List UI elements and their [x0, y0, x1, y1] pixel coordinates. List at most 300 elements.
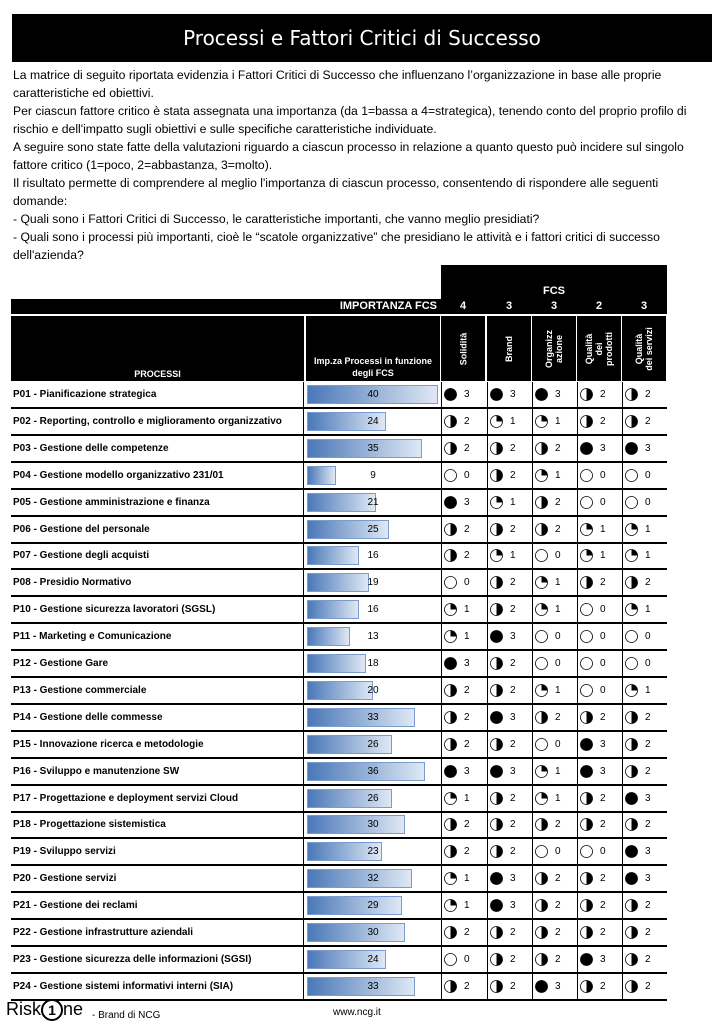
process-name: P03 - Gestione delle competenze: [11, 436, 304, 461]
harvey-ball-icon: [580, 845, 593, 858]
fcs-score-cell: [622, 893, 667, 918]
fcs-score-cell: [622, 597, 667, 622]
harvey-ball-icon: [444, 980, 457, 993]
harvey-ball-icon: [490, 523, 503, 536]
score-value: 2: [510, 604, 516, 616]
table-row: [11, 866, 667, 893]
score-value: 0: [645, 658, 651, 669]
score-value: 0: [600, 658, 606, 669]
harvey-ball-icon: [535, 415, 548, 428]
importance-value: 26: [367, 792, 379, 804]
fcs-score-cell: [622, 436, 667, 461]
harvey-ball-icon: [580, 415, 593, 428]
fcs-score-cell: [441, 651, 486, 676]
score-value: 0: [600, 846, 606, 858]
score-value: 0: [645, 469, 651, 481]
harvey-ball-icon: [444, 469, 457, 482]
imp-header: [306, 316, 440, 381]
fcs-score-cell: [622, 839, 667, 864]
fcs-score-cell: [577, 543, 622, 568]
fcs-score-cell: [487, 651, 532, 676]
fcs-score-cell: [487, 624, 532, 649]
score-value: 2: [555, 900, 561, 912]
harvey-ball-icon: [625, 469, 638, 482]
page-title: Processi e Fattori Critici di Successo: [183, 26, 541, 50]
fcs-score-cell: [532, 409, 577, 434]
factor-name: Solidità: [457, 332, 468, 365]
importance-value: 33: [367, 980, 379, 992]
harvey-ball-icon: [625, 738, 638, 751]
harvey-ball-icon: [535, 818, 548, 831]
harvey-ball-icon: [535, 953, 548, 966]
score-value: 1: [645, 550, 651, 562]
process-name: P18 - Progettazione sistemistica: [11, 812, 304, 837]
fcs-score-cell: [441, 382, 486, 407]
fcs-score-cell: [487, 759, 532, 784]
harvey-ball-icon: [580, 872, 593, 885]
table-row: [11, 705, 667, 732]
harvey-ball-icon: [535, 738, 548, 751]
fcs-score-cell: [622, 786, 667, 811]
harvey-ball-icon: [490, 818, 503, 831]
harvey-ball-icon: [625, 415, 638, 428]
score-value: 2: [600, 711, 606, 723]
harvey-ball-icon: [580, 657, 593, 670]
score-value: 3: [510, 900, 516, 912]
fcs-score-cell: [487, 786, 532, 811]
fcs-score-cell: [487, 893, 532, 918]
score-value: 2: [510, 442, 516, 454]
score-value: 2: [510, 577, 516, 589]
harvey-ball-icon: [535, 872, 548, 885]
importance-value: 36: [367, 765, 379, 777]
harvey-ball-icon: [444, 684, 457, 697]
harvey-ball-icon: [580, 576, 593, 589]
harvey-ball-icon: [444, 657, 457, 670]
harvey-ball-icon: [580, 765, 593, 778]
harvey-ball-icon: [535, 711, 548, 724]
score-value: 1: [645, 604, 651, 616]
harvey-ball-icon: [625, 818, 638, 831]
factor-header: [622, 316, 666, 381]
importance-value: 13: [367, 631, 379, 643]
fcs-score-cell: [487, 839, 532, 864]
fcs-score-cell: [532, 678, 577, 703]
score-value: 3: [645, 792, 651, 804]
fcs-score-cell: [622, 463, 667, 488]
harvey-ball-icon: [580, 899, 593, 912]
table-row: [11, 974, 667, 1001]
importance-value: 33: [367, 711, 379, 723]
fcs-score-cell: [577, 866, 622, 891]
harvey-ball-icon: [580, 953, 593, 966]
fcs-score-cell: [532, 490, 577, 515]
score-value: 2: [510, 953, 516, 965]
process-name: P13 - Gestione commerciale: [11, 678, 304, 703]
footer-url[interactable]: www.ncg.it: [333, 1007, 381, 1018]
fcs-label: FCS: [543, 285, 565, 297]
harvey-ball-icon: [580, 442, 593, 455]
fcs-score-cell: [532, 624, 577, 649]
fcs-score-cell: [577, 974, 622, 999]
score-value: 1: [555, 765, 561, 777]
harvey-ball-icon: [580, 792, 593, 805]
fcs-score-cell: [622, 490, 667, 515]
harvey-ball-icon: [535, 980, 548, 993]
harvey-ball-icon: [490, 926, 503, 939]
imp-header-label: Imp.za Processi in funzione degli FCS: [313, 356, 433, 378]
harvey-ball-icon: [580, 388, 593, 401]
score-value: 2: [555, 496, 561, 508]
score-value: 3: [464, 496, 470, 508]
factor-header: [577, 316, 621, 381]
intro-paragraph: - Quali sono i Fattori Critici di Successo, le caratteristiche importanti, che vanno meglio presidiati?: [13, 212, 540, 226]
score-value: 1: [555, 577, 561, 589]
harvey-ball-icon: [490, 980, 503, 993]
table-row: [11, 893, 667, 920]
fcs-score-cell: [441, 570, 486, 595]
score-value: 2: [464, 738, 470, 750]
score-value: 2: [464, 684, 470, 696]
process-name: P12 - Gestione Gare: [11, 651, 304, 676]
fcs-score-cell: [441, 705, 486, 730]
importance-value: 3: [505, 300, 513, 312]
importance-value: 24: [367, 953, 379, 965]
score-value: 2: [600, 927, 606, 938]
table-row: [11, 812, 667, 839]
process-name: P10 - Gestione sicurezza lavoratori (SGSL): [11, 597, 304, 622]
harvey-ball-icon: [490, 711, 503, 724]
importance-value: 30: [367, 819, 379, 831]
fcs-score-cell: [441, 920, 486, 945]
importance-value: 24: [367, 415, 379, 427]
factor-name: Organizzazione: [544, 329, 564, 368]
score-value: 2: [510, 738, 516, 750]
fcs-score-cell: [487, 597, 532, 622]
importance-value: 21: [367, 496, 379, 508]
process-name: P24 - Gestione sistemi informativi interni (SIA): [11, 974, 304, 999]
score-value: 2: [555, 873, 561, 885]
fcs-score-cell: [532, 866, 577, 891]
table-row: [11, 570, 667, 597]
score-value: 0: [555, 658, 561, 669]
importance-bar-cell: [306, 705, 440, 730]
score-value: 2: [464, 846, 470, 858]
harvey-ball-icon: [535, 630, 548, 643]
harvey-ball-icon: [580, 630, 593, 643]
intro-paragraph: Per ciascun fattore critico è stata assegnata una importanza (da 1=bassa a 4=strategica), tenendo conto del proprio profilo di rischio e dell'impatto sugli obiettivi e sulle specifiche caratteristiche individuate.: [13, 104, 687, 136]
harvey-ball-icon: [490, 657, 503, 670]
score-value: 0: [600, 604, 606, 616]
harvey-ball-icon: [490, 872, 503, 885]
harvey-ball-icon: [490, 738, 503, 751]
harvey-ball-icon: [444, 603, 457, 616]
fcs-score-cell: [487, 382, 532, 407]
importance-value: 35: [367, 442, 379, 454]
fcs-score-cell: [622, 517, 667, 542]
score-value: 3: [600, 442, 606, 454]
process-name: P19 - Sviluppo servizi: [11, 839, 304, 864]
harvey-ball-icon: [625, 576, 638, 589]
harvey-ball-icon: [625, 442, 638, 455]
harvey-ball-icon: [625, 388, 638, 401]
harvey-ball-icon: [444, 496, 457, 509]
fcs-score-cell: [532, 786, 577, 811]
harvey-ball-icon: [535, 603, 548, 616]
score-value: 0: [464, 953, 470, 965]
importance-value: 30: [367, 927, 379, 938]
importance-value: 2: [595, 300, 603, 312]
importance-row: [11, 299, 667, 314]
table-row: [11, 517, 667, 544]
harvey-ball-icon: [444, 792, 457, 805]
harvey-ball-icon: [580, 818, 593, 831]
processes-header-label: PROCESSI: [134, 369, 181, 379]
fcs-score-cell: [577, 732, 622, 757]
score-value: 2: [510, 523, 516, 535]
score-value: 2: [464, 927, 470, 938]
score-value: 3: [510, 711, 516, 723]
score-value: 2: [600, 415, 606, 427]
score-value: 2: [555, 442, 561, 454]
fcs-score-cell: [532, 947, 577, 972]
fcs-score-cell: [441, 866, 486, 891]
score-value: 2: [645, 927, 651, 938]
importance-bar-cell: [306, 463, 440, 488]
importance-value: 3: [550, 300, 558, 312]
importance-value: 20: [367, 684, 379, 696]
importance-bar-cell: [306, 786, 440, 811]
score-value: 2: [645, 738, 651, 750]
fcs-score-cell: [577, 382, 622, 407]
score-value: 1: [555, 792, 561, 804]
score-value: 2: [510, 658, 516, 669]
harvey-ball-icon: [490, 442, 503, 455]
score-value: 2: [510, 792, 516, 804]
score-value: 2: [464, 442, 470, 454]
importance-bar-cell: [306, 812, 440, 837]
table-row: [11, 920, 667, 947]
importance-bar-cell: [306, 490, 440, 515]
score-value: 1: [510, 550, 516, 562]
fcs-score-cell: [577, 812, 622, 837]
harvey-ball-icon: [444, 711, 457, 724]
harvey-ball-icon: [490, 415, 503, 428]
harvey-ball-icon: [625, 549, 638, 562]
harvey-ball-icon: [490, 765, 503, 778]
score-value: 2: [600, 873, 606, 885]
table-row: [11, 543, 667, 570]
fcs-score-cell: [577, 786, 622, 811]
harvey-ball-icon: [490, 792, 503, 805]
harvey-ball-icon: [625, 711, 638, 724]
score-value: 2: [464, 819, 470, 831]
score-value: 1: [645, 523, 651, 535]
fcs-score-cell: [577, 624, 622, 649]
score-value: 0: [555, 738, 561, 750]
fcs-score-cell: [532, 651, 577, 676]
score-value: 2: [645, 711, 651, 723]
fcs-score-cell: [487, 974, 532, 999]
harvey-ball-icon: [580, 523, 593, 536]
harvey-ball-icon: [625, 953, 638, 966]
fcs-score-cell: [532, 543, 577, 568]
harvey-ball-icon: [490, 630, 503, 643]
harvey-ball-icon: [444, 523, 457, 536]
harvey-ball-icon: [535, 845, 548, 858]
harvey-ball-icon: [490, 953, 503, 966]
harvey-ball-icon: [535, 657, 548, 670]
score-value: 2: [555, 927, 561, 938]
title-bar: [12, 14, 712, 62]
score-value: 3: [600, 765, 606, 777]
fcs-score-cell: [622, 678, 667, 703]
intro-paragraph: Il risultato permette di comprendere al meglio l'importanza di ciascun processo, consentendo di rispondere alle seguenti domande:: [13, 176, 659, 208]
table-row: [11, 786, 667, 813]
importance-bar-cell: [306, 624, 440, 649]
score-value: 2: [555, 819, 561, 831]
logo-text: Risk: [6, 999, 41, 1019]
score-value: 2: [645, 415, 651, 427]
fcs-score-cell: [487, 490, 532, 515]
harvey-ball-icon: [625, 792, 638, 805]
fcs-score-cell: [441, 839, 486, 864]
score-value: 2: [645, 900, 651, 912]
table-row: [11, 947, 667, 974]
harvey-ball-icon: [625, 684, 638, 697]
process-name: P05 - Gestione amministrazione e finanza: [11, 490, 304, 515]
fcs-score-cell: [622, 651, 667, 676]
harvey-ball-icon: [580, 926, 593, 939]
harvey-ball-icon: [444, 845, 457, 858]
fcs-score-cell: [532, 517, 577, 542]
importance-value: 40: [367, 389, 379, 400]
harvey-ball-icon: [625, 980, 638, 993]
score-value: 0: [600, 496, 606, 508]
score-value: 2: [510, 980, 516, 992]
score-value: 2: [464, 523, 470, 535]
score-value: 2: [645, 765, 651, 777]
harvey-ball-icon: [535, 926, 548, 939]
score-value: 2: [645, 953, 651, 965]
harvey-ball-icon: [580, 738, 593, 751]
logo-text: ne: [63, 999, 84, 1019]
fcs-score-cell: [577, 947, 622, 972]
fcs-score-cell: [577, 678, 622, 703]
fcs-score-cell: [622, 974, 667, 999]
fcs-score-cell: [532, 436, 577, 461]
score-value: 2: [600, 577, 606, 589]
fcs-score-cell: [441, 436, 486, 461]
harvey-ball-icon: [444, 442, 457, 455]
score-value: 2: [510, 927, 516, 938]
table-row: [11, 651, 667, 678]
importance-bar-cell: [306, 920, 440, 945]
harvey-ball-icon: [444, 926, 457, 939]
process-name: P20 - Gestione servizi: [11, 866, 304, 891]
score-value: 3: [464, 765, 470, 777]
harvey-ball-icon: [625, 657, 638, 670]
harvey-ball-icon: [444, 818, 457, 831]
fcs-score-cell: [622, 543, 667, 568]
fcs-score-cell: [487, 812, 532, 837]
process-name: P23 - Gestione sicurezza delle informazioni (SGSI): [11, 947, 304, 972]
harvey-ball-icon: [535, 899, 548, 912]
score-value: 2: [510, 846, 516, 858]
process-name: P17 - Progettazione e deployment servizi Cloud: [11, 786, 304, 811]
fcs-score-cell: [532, 812, 577, 837]
table-row: [11, 678, 667, 705]
score-value: 0: [645, 496, 651, 508]
importance-bar-cell: [306, 382, 440, 407]
score-value: 2: [645, 389, 651, 400]
score-value: 2: [464, 711, 470, 723]
fcs-score-cell: [441, 543, 486, 568]
fcs-score-cell: [622, 947, 667, 972]
score-value: 1: [555, 415, 561, 427]
fcs-score-cell: [487, 947, 532, 972]
harvey-ball-icon: [625, 630, 638, 643]
score-value: 2: [600, 819, 606, 831]
harvey-ball-icon: [490, 576, 503, 589]
score-value: 2: [464, 415, 470, 427]
score-value: 2: [600, 900, 606, 912]
harvey-ball-icon: [625, 765, 638, 778]
factor-header: [487, 316, 531, 381]
score-value: 3: [555, 980, 561, 992]
fcs-score-cell: [577, 409, 622, 434]
process-name: P11 - Marketing e Comunicazione: [11, 624, 304, 649]
score-value: 1: [464, 631, 470, 643]
importance-bar-cell: [306, 651, 440, 676]
score-value: 3: [510, 765, 516, 777]
score-value: 1: [555, 469, 561, 481]
fcs-score-cell: [532, 759, 577, 784]
score-value: 3: [510, 389, 516, 400]
score-value: 1: [645, 684, 651, 696]
importance-value: 23: [367, 846, 379, 858]
score-value: 0: [600, 631, 606, 643]
score-value: 1: [464, 604, 470, 616]
fcs-score-cell: [532, 382, 577, 407]
fcs-score-cell: [487, 866, 532, 891]
process-name: P02 - Reporting, controllo e miglioramento organizzativo: [11, 409, 304, 434]
harvey-ball-icon: [444, 549, 457, 562]
process-name: P15 - Innovazione ricerca e metodologie: [11, 732, 304, 757]
factor-name: Qualità dei servizi: [634, 326, 654, 371]
harvey-ball-icon: [580, 549, 593, 562]
fcs-score-cell: [532, 732, 577, 757]
score-value: 3: [600, 738, 606, 750]
harvey-ball-icon: [580, 684, 593, 697]
importance-bar-cell: [306, 543, 440, 568]
score-value: 3: [645, 873, 651, 885]
harvey-ball-icon: [490, 496, 503, 509]
score-value: 2: [510, 684, 516, 696]
fcs-score-cell: [441, 517, 486, 542]
fcs-score-cell: [622, 409, 667, 434]
harvey-ball-icon: [535, 388, 548, 401]
fcs-score-cell: [532, 893, 577, 918]
importance-value: 16: [367, 604, 379, 616]
fcs-score-cell: [622, 624, 667, 649]
harvey-ball-icon: [535, 792, 548, 805]
fcs-score-cell: [487, 732, 532, 757]
score-value: 3: [510, 873, 516, 885]
fcs-score-cell: [622, 759, 667, 784]
score-value: 0: [555, 550, 561, 562]
harvey-ball-icon: [580, 980, 593, 993]
